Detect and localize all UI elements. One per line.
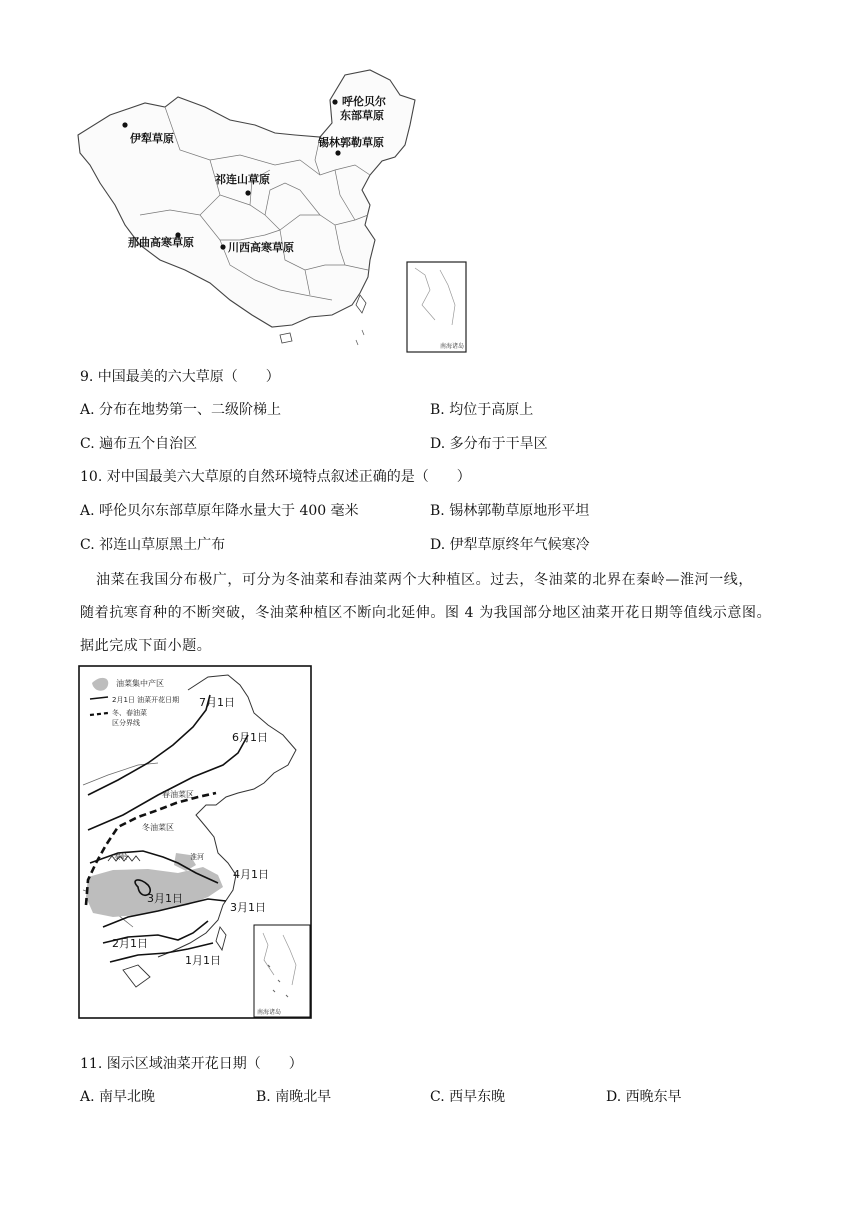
qilian-point [245, 190, 250, 195]
hulunbuir-label-2: 东部草原 [340, 109, 384, 122]
q10-stem: 10. 对中国最美六大草原的自然环境特点叙述正确的是（ ） [80, 469, 471, 485]
rapeseed-map [78, 665, 314, 1021]
q9-option-a[interactable]: A. 分布在地势第一、二级阶梯上 [80, 402, 282, 418]
yili-label: 伊犁草原 [130, 132, 174, 145]
q9-stem: 9. 中国最美的六大草原（ ） [80, 369, 280, 385]
q11-option-a[interactable]: A. 南早北晚 [80, 1089, 156, 1105]
qinling-label: 秦岭 [114, 853, 128, 861]
passage-line-2: 随着抗寒育种的不断突破，冬油菜种植区不断向北延伸。图 4 为我国部分地区油菜开花日期等值线示意图。 [80, 605, 772, 621]
q11-stem: 11. 图示区域油菜开花日期（ ） [80, 1056, 303, 1072]
isoline-label-7-1: 7月1日 [199, 696, 235, 709]
naqu-label: 那曲高寒草原 [128, 236, 194, 249]
legend-boundary-label-2: 区分界线 [112, 719, 140, 727]
yili-point [122, 122, 127, 127]
q11-option-b[interactable]: B. 南晚北早 [256, 1089, 332, 1105]
isoline-label-2-1: 2月1日 [112, 937, 148, 950]
hainan-shape [280, 333, 292, 343]
passage-line-1: 油菜在我国分布极广，可分为冬油菜和春油菜两个大种植区。过去，冬油菜的北界在秦岭—淮河一线， [96, 572, 753, 588]
isoline-label-1-1: 1月1日 [185, 954, 221, 967]
qilian-label: 祁连山草原 [215, 173, 270, 186]
isoline-label-6-1: 6月1日 [232, 731, 268, 744]
q11-option-c[interactable]: C. 西早东晚 [430, 1089, 506, 1105]
q10-option-a[interactable]: A. 呼伦贝尔东部草原年降水量大于 400 毫米 [80, 503, 359, 519]
winter-region-label: 冬油菜区 [142, 823, 174, 832]
passage-line-3: 据此完成下面小题。 [80, 638, 212, 654]
xilingol-point [335, 150, 340, 155]
chuanxi-label: 川西高寒草原 [228, 241, 294, 254]
map1-inset-label: 南海诸岛 [440, 343, 465, 350]
q10-option-d[interactable]: D. 伊犁草原终年气候寒冷 [430, 537, 590, 553]
map1-inset [407, 262, 466, 352]
q9-option-b[interactable]: B. 均位于高原上 [430, 402, 534, 418]
q10-option-c[interactable]: C. 祁连山草原黑土广布 [80, 537, 226, 553]
q10-option-b[interactable]: B. 锡林郭勒草原地形平坦 [430, 503, 590, 519]
q9-option-c[interactable]: C. 遍布五个自治区 [80, 436, 198, 452]
map2-inset-label: 南海诸岛 [257, 1009, 282, 1016]
legend-boundary-label-1: 冬、春油菜 [112, 709, 147, 717]
q9-option-d[interactable]: D. 多分布于干旱区 [430, 436, 548, 452]
isoline-label-3-1-b: 3月1日 [230, 901, 266, 914]
map2-inset [254, 925, 310, 1017]
spring-region-label: 春油菜区 [162, 790, 194, 799]
isoline-label-3-1-a: 3月1日 [147, 892, 183, 905]
q11-option-d[interactable]: D. 西晚东早 [606, 1089, 682, 1105]
grassland-map [70, 65, 480, 360]
island-dots [356, 330, 364, 345]
legend-isoline-label: 2月1日 油菜开花日期 [112, 696, 180, 704]
xilingol-label: 锡林郭勒草原 [318, 136, 384, 149]
legend-area-label: 油菜集中产区 [116, 679, 164, 688]
isoline-label-4-1: 4月1日 [233, 868, 269, 881]
hulunbuir-label-1: 呼伦贝尔 [342, 95, 386, 108]
huaihe-label: 淮河 [190, 853, 204, 861]
chuanxi-point [220, 244, 225, 249]
hulunbuir-point [332, 99, 337, 104]
